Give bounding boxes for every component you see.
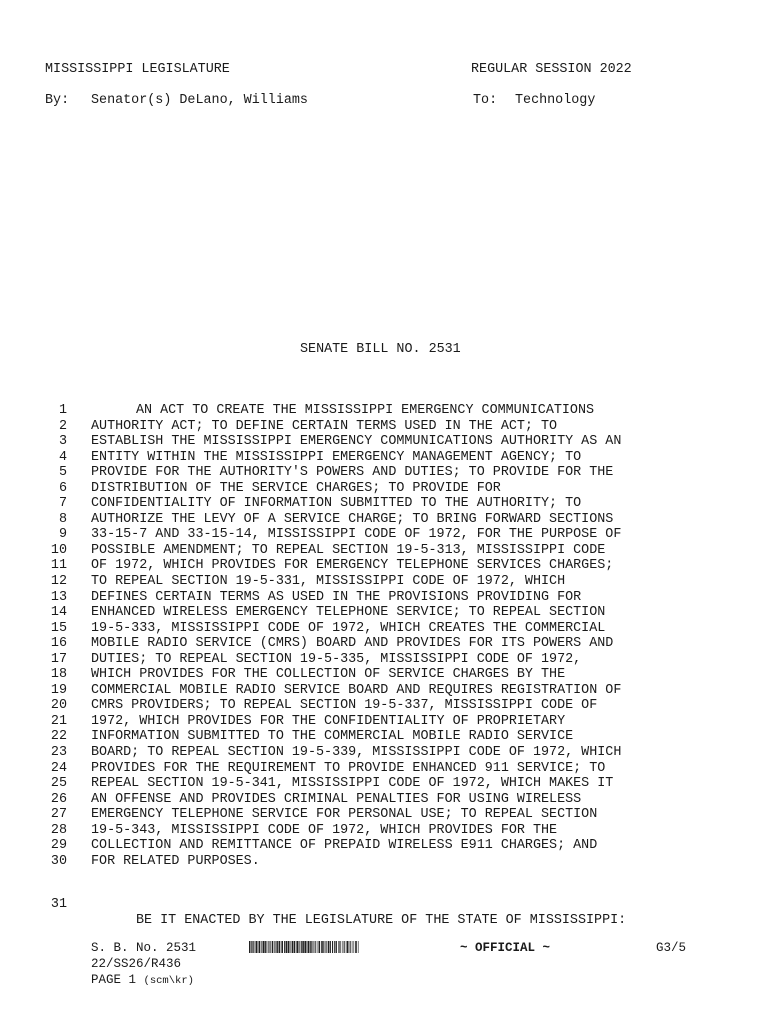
line-number: 25 <box>50 776 67 792</box>
line-text: 19-5-343, MISSISSIPPI CODE OF 1972, WHICH PROVIDES FOR THE <box>91 822 558 838</box>
line-number: 12 <box>50 574 67 590</box>
footer-page-number: PAGE 1 <box>91 973 137 987</box>
line-text: DISTRIBUTION OF THE SERVICE CHARGES; TO PROVIDE FOR <box>91 480 501 496</box>
line-text: CONFIDENTIALITY OF INFORMATION SUBMITTED TO THE AUTHORITY; TO <box>91 496 582 512</box>
bill-line <box>0 574 770 590</box>
line-text: FOR RELATED PURPOSES. <box>91 853 260 869</box>
bill-line <box>0 543 770 559</box>
bill-title: SENATE BILL NO. 2531 <box>300 342 461 357</box>
line-text: COLLECTION AND REMITTANCE OF PREPAID WIRELESS E911 CHARGES; AND <box>91 838 598 854</box>
official-label: ~ OFFICIAL ~ <box>460 941 551 955</box>
bill-line <box>0 838 770 854</box>
bill-line <box>0 481 770 497</box>
line-number: 19 <box>50 682 67 698</box>
line-number: 16 <box>50 636 67 652</box>
line-number: 24 <box>50 760 67 776</box>
bill-line <box>0 590 770 606</box>
line-text: EMERGENCY TELEPHONE SERVICE FOR PERSONAL USE; TO REPEAL SECTION <box>91 807 598 823</box>
line-number: 26 <box>50 791 67 807</box>
sponsor-label: By: <box>45 93 70 108</box>
bill-line <box>0 636 770 652</box>
bill-line <box>0 621 770 637</box>
line-text: CMRS PROVIDERS; TO REPEAL SECTION 19-5-337, MISSISSIPPI CODE OF <box>91 698 598 714</box>
footer-code: 22/SS26/R436 <box>91 957 182 971</box>
bill-line <box>0 714 770 730</box>
bill-line <box>0 807 770 823</box>
bill-text-body <box>0 403 770 869</box>
line-text: AUTHORIZE THE LEVY OF A SERVICE CHARGE; TO BRING FORWARD SECTIONS <box>91 511 614 527</box>
bill-line <box>0 698 770 714</box>
line-number: 30 <box>50 853 67 869</box>
line-number: 18 <box>50 667 67 683</box>
bill-line <box>0 419 770 435</box>
bill-line <box>0 527 770 543</box>
line-number: 28 <box>50 822 67 838</box>
line-text: PROVIDE FOR THE AUTHORITY'S POWERS AND DUTIES; TO PROVIDE FOR THE <box>91 465 614 481</box>
bill-line <box>0 745 770 761</box>
line-number: 6 <box>58 480 67 496</box>
line-number: 20 <box>50 698 67 714</box>
line-number: 22 <box>50 729 67 745</box>
bill-line <box>0 792 770 808</box>
line-number: 8 <box>58 511 67 527</box>
line-number: 11 <box>50 558 67 574</box>
line-text: AN ACT TO CREATE THE MISSISSIPPI EMERGENCY COMMUNICATIONS <box>136 403 595 418</box>
line-text: DUTIES; TO REPEAL SECTION 19-5-335, MISSISSIPPI CODE OF 1972, <box>91 651 582 667</box>
line-text: INFORMATION SUBMITTED TO THE COMMERCIAL MOBILE RADIO SERVICE <box>91 729 574 745</box>
line-text: AN OFFENSE AND PROVIDES CRIMINAL PENALTIES FOR USING WIRELESS <box>91 791 582 807</box>
line-text: ENHANCED WIRELESS EMERGENCY TELEPHONE SERVICE; TO REPEAL SECTION <box>91 605 606 621</box>
line-text: BOARD; TO REPEAL SECTION 19-5-339, MISSISSIPPI CODE OF 1972, WHICH <box>91 745 622 761</box>
line-number: 1 <box>58 403 67 418</box>
bill-line <box>0 496 770 512</box>
line-text: POSSIBLE AMENDMENT; TO REPEAL SECTION 19-5-313, MISSISSIPPI CODE <box>91 542 606 558</box>
footer-page <box>91 973 194 987</box>
line-number: 29 <box>50 838 67 854</box>
committee-label: To: <box>473 93 498 108</box>
line-text: MOBILE RADIO SERVICE (CMRS) BOARD AND PROVIDES FOR ITS POWERS AND <box>91 636 614 652</box>
line-text: COMMERCIAL MOBILE RADIO SERVICE BOARD AND REQUIRES REGISTRATION OF <box>91 682 622 698</box>
line-text: ENTITY WITHIN THE MISSISSIPPI EMERGENCY MANAGEMENT AGENCY; TO <box>91 449 582 465</box>
committee-name: Technology <box>515 93 596 108</box>
line-text: PROVIDES FOR THE REQUIREMENT TO PROVIDE ENHANCED 911 SERVICE; TO <box>91 760 606 776</box>
footer-classification: G3/5 <box>656 941 687 955</box>
line-text: 19-5-333, MISSISSIPPI CODE OF 1972, WHICH CREATES THE COMMERCIAL <box>91 620 606 636</box>
line-text: OF 1972, WHICH PROVIDES FOR EMERGENCY TELEPHONE SERVICES CHARGES; <box>91 558 614 574</box>
line-number: 10 <box>50 542 67 558</box>
bill-line <box>0 823 770 839</box>
bill-line <box>0 450 770 466</box>
bill-line <box>0 403 770 419</box>
bill-line <box>0 465 770 481</box>
legislature-name: MISSISSIPPI LEGISLATURE <box>45 62 230 77</box>
bill-line <box>0 683 770 699</box>
line-text: AUTHORITY ACT; TO DEFINE CERTAIN TERMS USED IN THE ACT; TO <box>91 418 558 434</box>
line-text: BE IT ENACTED BY THE LEGISLATURE OF THE STATE OF MISSISSIPPI: <box>136 913 627 928</box>
line-text: REPEAL SECTION 19-5-341, MISSISSIPPI CODE OF 1972, WHICH MAKES IT <box>91 776 614 792</box>
footer-page-initials: (scm\kr) <box>143 975 194 987</box>
line-text: 1972, WHICH PROVIDES FOR THE CONFIDENTIALITY OF PROPRIETARY <box>91 713 566 729</box>
bill-line <box>0 667 770 683</box>
line-number: 13 <box>50 589 67 605</box>
sponsor-names: Senator(s) DeLano, Williams <box>91 93 308 108</box>
line-number: 27 <box>50 807 67 823</box>
line-number: 14 <box>50 605 67 621</box>
footer-bill-ref: S. B. No. 2531 <box>91 941 197 955</box>
line-number: 3 <box>58 434 67 450</box>
bill-line <box>0 558 770 574</box>
line-text: DEFINES CERTAIN TERMS AS USED IN THE PROVISIONS PROVIDING FOR <box>91 589 582 605</box>
line-number: 21 <box>50 713 67 729</box>
bill-line <box>0 854 770 870</box>
line-number: 31 <box>50 897 67 912</box>
bill-line <box>0 434 770 450</box>
line-text: 33-15-7 AND 33-15-14, MISSISSIPPI CODE OF 1972, FOR THE PURPOSE OF <box>91 527 622 543</box>
enacting-clause <box>0 881 770 928</box>
line-number: 9 <box>58 527 67 543</box>
line-text: WHICH PROVIDES FOR THE COLLECTION OF SERVICE CHARGES BY THE <box>91 667 566 683</box>
line-number: 15 <box>50 620 67 636</box>
line-number: 4 <box>58 449 67 465</box>
session-label: REGULAR SESSION 2022 <box>471 62 632 77</box>
line-text: ESTABLISH THE MISSISSIPPI EMERGENCY COMMUNICATIONS AUTHORITY AS AN <box>91 434 622 450</box>
bill-line <box>0 729 770 745</box>
bill-line <box>0 512 770 528</box>
bill-line <box>0 776 770 792</box>
line-number: 7 <box>58 496 67 512</box>
line-number: 2 <box>58 418 67 434</box>
line-text: TO REPEAL SECTION 19-5-331, MISSISSIPPI CODE OF 1972, WHICH <box>91 574 566 590</box>
bill-line <box>0 652 770 668</box>
line-number: 17 <box>50 651 67 667</box>
barcode-icon <box>249 941 359 953</box>
line-number: 5 <box>58 465 67 481</box>
line-number: 23 <box>50 745 67 761</box>
bill-line <box>0 605 770 621</box>
bill-line <box>0 761 770 777</box>
